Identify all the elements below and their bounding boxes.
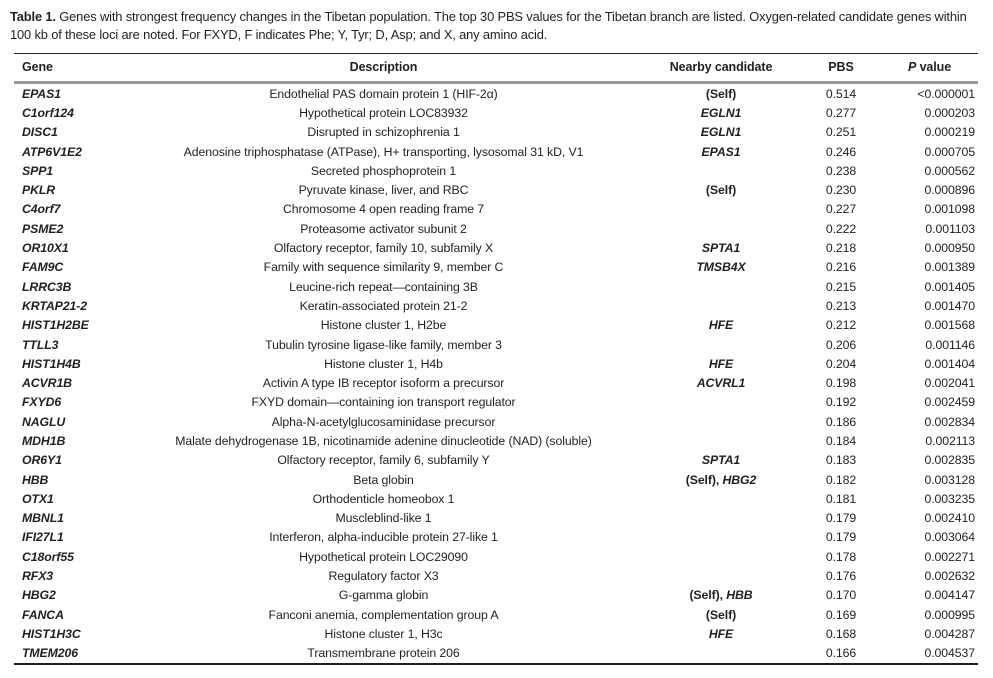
pbs-cell: 0.181 bbox=[825, 491, 857, 506]
gene-cell: HBG2 bbox=[22, 588, 56, 603]
description-cell: Hypothetical protein LOC29090 bbox=[299, 549, 468, 564]
gene-cell: LRRC3B bbox=[22, 279, 72, 294]
candidate-gene: EGLN1 bbox=[700, 105, 742, 120]
candidate-self: (Self) bbox=[705, 86, 737, 101]
table-row bbox=[14, 566, 978, 585]
pbs-cell: 0.206 bbox=[825, 337, 857, 352]
gene-cell: HIST1H2BE bbox=[22, 318, 89, 333]
pvalue-cell: 0.000950 bbox=[924, 241, 975, 256]
candidate-cell bbox=[641, 142, 801, 161]
pbs-cell: 0.230 bbox=[825, 183, 857, 198]
table-row bbox=[14, 258, 978, 277]
candidate-cell bbox=[641, 451, 801, 470]
candidate-cell bbox=[641, 624, 801, 643]
table-row bbox=[14, 161, 978, 180]
table-row bbox=[14, 586, 978, 605]
candidate-cell bbox=[641, 644, 801, 664]
description-cell: Histone cluster 1, H2be bbox=[320, 318, 447, 333]
gene-cell: HBB bbox=[22, 472, 49, 487]
description-cell: Olfactory receptor, family 10, subfamily X bbox=[273, 241, 494, 256]
table-body bbox=[14, 83, 978, 664]
pbs-cell: 0.222 bbox=[825, 221, 857, 236]
candidate-cell bbox=[641, 431, 801, 450]
candidate-cell bbox=[641, 316, 801, 335]
col-header-pbs bbox=[801, 54, 881, 83]
table-caption bbox=[10, 8, 979, 44]
pvalue-cell: 0.001103 bbox=[925, 221, 975, 236]
col-header-p-value bbox=[881, 54, 978, 83]
pvalue-cell: 0.002113 bbox=[925, 433, 975, 448]
pbs-cell: 0.218 bbox=[825, 241, 857, 256]
pbs-cell: 0.166 bbox=[801, 644, 881, 664]
pvalue-cell: 0.003235 bbox=[924, 491, 975, 506]
description-cell: Hypothetical protein LOC83932 bbox=[299, 105, 468, 120]
pbs-cell: 0.204 bbox=[825, 356, 857, 371]
candidate-cell bbox=[641, 238, 801, 257]
pbs-cell: 0.251 bbox=[825, 125, 857, 140]
gene-cell: TTLL3 bbox=[22, 337, 59, 352]
table-row bbox=[14, 277, 978, 296]
gene-cell: MDH1B bbox=[22, 433, 66, 448]
candidate-cell bbox=[641, 354, 801, 373]
candidate-cell bbox=[641, 277, 801, 296]
table-row bbox=[14, 123, 978, 142]
candidate-cell bbox=[641, 586, 801, 605]
table-row bbox=[14, 393, 978, 412]
candidate-cell bbox=[641, 528, 801, 547]
pbs-cell: 0.186 bbox=[825, 414, 857, 429]
pvalue-cell: 0.001098 bbox=[924, 202, 975, 217]
header-segment: Gene bbox=[22, 60, 53, 74]
table-row bbox=[14, 103, 978, 122]
table-row bbox=[14, 644, 978, 664]
gene-cell: FXYD6 bbox=[22, 395, 62, 410]
pvalue-cell: 0.001470 bbox=[924, 298, 975, 313]
header-segment: value bbox=[916, 60, 952, 74]
pvalue-cell: 0.002834 bbox=[924, 414, 975, 429]
description-cell: FXYD domain—containing ion transport regulator bbox=[251, 395, 516, 410]
pvalue-cell: 0.001568 bbox=[924, 318, 975, 333]
gene-cell: RFX3 bbox=[22, 569, 54, 584]
pvalue-cell: 0.000896 bbox=[924, 183, 975, 198]
candidate-cell bbox=[641, 393, 801, 412]
table-row bbox=[14, 373, 978, 392]
pvalue-cell: 0.002410 bbox=[924, 511, 975, 526]
gene-cell: DISC1 bbox=[22, 125, 58, 140]
gene-cell: PSME2 bbox=[22, 221, 64, 236]
description-cell: Secreted phosphoprotein 1 bbox=[310, 163, 457, 178]
candidate-cell bbox=[641, 83, 801, 104]
pbs-cell: 0.170 bbox=[825, 588, 857, 603]
candidate-cell bbox=[641, 412, 801, 431]
candidate-self: (Self) bbox=[705, 607, 737, 622]
gene-cell: KRTAP21-2 bbox=[22, 298, 87, 313]
pbs-cell: 0.168 bbox=[825, 626, 857, 641]
pbs-cell: 0.213 bbox=[825, 298, 857, 313]
header-segment: Description bbox=[349, 60, 418, 74]
description-cell: Histone cluster 1, H4b bbox=[324, 356, 443, 371]
pvalue-cell: 0.001146 bbox=[925, 337, 975, 352]
candidate-cell bbox=[641, 161, 801, 180]
pvalue-cell: 0.000203 bbox=[924, 105, 975, 120]
pvalue-cell: 0.002835 bbox=[924, 453, 975, 468]
col-header-gene bbox=[14, 54, 126, 83]
pbs-cell: 0.227 bbox=[825, 202, 857, 217]
table-row bbox=[14, 489, 978, 508]
candidate-cell bbox=[641, 103, 801, 122]
pvalue-cell: 0.004287 bbox=[924, 626, 975, 641]
candidate-gene: HFE bbox=[708, 318, 734, 333]
gene-cell: IFI27L1 bbox=[22, 530, 64, 545]
genes-table bbox=[14, 53, 978, 665]
candidate-gene: HBB bbox=[726, 588, 753, 603]
candidate-cell bbox=[641, 258, 801, 277]
pvalue-cell: <0.000001 bbox=[917, 86, 975, 101]
description-cell: Proteasome activator subunit 2 bbox=[300, 221, 467, 236]
gene-cell: HIST1H4B bbox=[22, 356, 81, 371]
header-italic-segment: P bbox=[907, 60, 917, 74]
pbs-cell: 0.277 bbox=[825, 105, 857, 120]
gene-cell: FANCA bbox=[22, 607, 64, 622]
gene-cell: HIST1H3C bbox=[22, 626, 81, 641]
header-segment: Nearby candidate bbox=[669, 60, 773, 74]
candidate-cell bbox=[641, 605, 801, 624]
pbs-cell: 0.183 bbox=[825, 453, 857, 468]
description-cell: Family with sequence similarity 9, member C bbox=[263, 260, 504, 275]
table-row bbox=[14, 83, 978, 104]
pbs-cell: 0.192 bbox=[825, 395, 857, 410]
candidate-gene: HFE bbox=[708, 356, 734, 371]
table-row bbox=[14, 238, 978, 257]
description-cell: Olfactory receptor, family 6, subfamily Y bbox=[277, 453, 490, 468]
table-row bbox=[14, 316, 978, 335]
table-row bbox=[14, 528, 978, 547]
table-row bbox=[14, 605, 978, 624]
pbs-cell: 0.179 bbox=[825, 511, 857, 526]
table-row bbox=[14, 219, 978, 238]
pbs-cell: 0.246 bbox=[825, 144, 857, 159]
pbs-cell: 0.198 bbox=[825, 376, 857, 391]
table-row bbox=[14, 180, 978, 199]
pbs-cell: 0.176 bbox=[825, 569, 857, 584]
pvalue-cell: 0.002271 bbox=[924, 549, 975, 564]
description-cell: Chromosome 4 open reading frame 7 bbox=[282, 202, 485, 217]
candidate-gene: SPTA1 bbox=[701, 241, 741, 256]
candidate-cell bbox=[641, 566, 801, 585]
gene-cell: C1orf124 bbox=[22, 105, 74, 120]
gene-cell: C18orf55 bbox=[22, 549, 74, 564]
description-cell: Fanconi anemia, complementation group A bbox=[268, 607, 499, 622]
table-row bbox=[14, 142, 978, 161]
table-header bbox=[14, 54, 978, 83]
table-row bbox=[14, 624, 978, 643]
description-cell: Alpha-N-acetylglucosaminidase precursor bbox=[271, 414, 496, 429]
description-cell: Adenosine triphosphatase (ATPase), H+ transporting, lysosomal 31 kD, V1 bbox=[183, 144, 584, 159]
description-cell: Interferon, alpha-inducible protein 27-like 1 bbox=[269, 530, 498, 545]
candidate-cell bbox=[641, 470, 801, 489]
description-cell: Tubulin tyrosine ligase-like family, member 3 bbox=[265, 337, 502, 352]
description-cell: Histone cluster 1, H3c bbox=[324, 626, 443, 641]
table-row bbox=[14, 451, 978, 470]
description-cell: Disrupted in schizophrenia 1 bbox=[307, 125, 460, 140]
pvalue-cell: 0.000705 bbox=[924, 144, 975, 159]
candidate-cell bbox=[641, 200, 801, 219]
pvalue-cell: 0.000562 bbox=[924, 163, 975, 178]
description-cell: Transmembrane protein 206 bbox=[126, 644, 641, 664]
description-cell: Orthodenticle homeobox 1 bbox=[312, 491, 455, 506]
description-cell: Beta globin bbox=[353, 472, 414, 487]
table-row bbox=[14, 296, 978, 315]
pvalue-cell: 0.003128 bbox=[924, 472, 975, 487]
gene-cell: TMEM206 bbox=[14, 644, 126, 664]
table-row bbox=[14, 412, 978, 431]
table-row bbox=[14, 431, 978, 450]
pbs-cell: 0.178 bbox=[825, 549, 857, 564]
candidate-cell bbox=[641, 180, 801, 199]
table-row bbox=[14, 470, 978, 489]
pbs-cell: 0.212 bbox=[825, 318, 857, 333]
gene-cell: PKLR bbox=[22, 183, 56, 198]
description-cell: Endothelial PAS domain protein 1 (HIF-2α) bbox=[269, 86, 498, 101]
candidate-gene: HBG2 bbox=[722, 472, 757, 487]
description-cell: Muscleblind-like 1 bbox=[335, 511, 432, 526]
gene-cell: OTX1 bbox=[22, 491, 54, 506]
candidate-cell bbox=[641, 123, 801, 142]
table-row bbox=[14, 354, 978, 373]
gene-cell: ACVR1B bbox=[22, 376, 72, 391]
pvalue-cell: 0.001405 bbox=[924, 279, 975, 294]
gene-cell: SPP1 bbox=[22, 163, 54, 178]
gene-cell: ATP6V1E2 bbox=[22, 144, 82, 159]
description-cell: Regulatory factor X3 bbox=[328, 569, 439, 584]
description-cell: Leucine-rich repeat—containing 3B bbox=[289, 279, 478, 294]
pbs-cell: 0.216 bbox=[825, 260, 857, 275]
header-segment: PBS bbox=[828, 60, 854, 74]
pvalue-cell: 0.004537 bbox=[881, 644, 978, 664]
candidate-gene: ACVRL1 bbox=[696, 376, 746, 391]
pbs-cell: 0.169 bbox=[825, 607, 857, 622]
description-cell: Malate dehydrogenase 1B, nicotinamide adenine dinucleotide (NAD) (soluble) bbox=[175, 433, 592, 448]
pvalue-cell: 0.002041 bbox=[924, 376, 975, 391]
description-cell: Keratin-associated protein 21-2 bbox=[299, 298, 468, 313]
pbs-cell: 0.238 bbox=[825, 163, 857, 178]
table-row bbox=[14, 509, 978, 528]
candidate-gene: HFE bbox=[708, 626, 734, 641]
header-row bbox=[14, 54, 978, 83]
candidate-self: (Self), bbox=[689, 588, 727, 603]
pvalue-cell: 0.000219 bbox=[924, 125, 975, 140]
description-cell: G-gamma globin bbox=[338, 588, 429, 603]
pbs-cell: 0.184 bbox=[825, 433, 857, 448]
col-header-nearby-candidate bbox=[641, 54, 801, 83]
gene-cell: OR10X1 bbox=[22, 241, 69, 256]
pvalue-cell: 0.004147 bbox=[924, 588, 975, 603]
pvalue-cell: 0.003064 bbox=[924, 530, 975, 545]
candidate-gene: EGLN1 bbox=[700, 125, 742, 140]
pvalue-cell: 0.001389 bbox=[924, 260, 975, 275]
description-cell: Pyruvate kinase, liver, and RBC bbox=[298, 183, 469, 198]
description-cell: Activin A type IB receptor isoform a precursor bbox=[262, 376, 505, 391]
pbs-cell: 0.514 bbox=[825, 86, 857, 101]
pvalue-cell: 0.002632 bbox=[924, 569, 975, 584]
candidate-self: (Self) bbox=[705, 183, 737, 198]
candidate-self: (Self), bbox=[685, 472, 723, 487]
candidate-cell bbox=[641, 489, 801, 508]
candidate-cell bbox=[641, 373, 801, 392]
gene-cell: EPAS1 bbox=[22, 86, 61, 101]
candidate-cell bbox=[641, 335, 801, 354]
pvalue-cell: 0.001404 bbox=[924, 356, 975, 371]
table-row bbox=[14, 200, 978, 219]
col-header-description bbox=[126, 54, 641, 83]
pvalue-cell: 0.000995 bbox=[924, 607, 975, 622]
caption-label: Table 1. bbox=[10, 9, 56, 24]
candidate-cell bbox=[641, 547, 801, 566]
gene-cell: OR6Y1 bbox=[22, 453, 62, 468]
candidate-cell bbox=[641, 509, 801, 528]
caption-text: Genes with strongest frequency changes in the Tibetan population. The top 30 PBS values for the Tibetan branch are listed. Oxygen-related candidate genes within 100 kb of these loci are noted. For FXYD, F indicates Phe; Y, Tyr; D, Asp; and X, any amino acid. bbox=[10, 9, 967, 42]
gene-cell: C4orf7 bbox=[22, 202, 61, 217]
candidate-gene: TMSB4X bbox=[696, 260, 746, 275]
candidate-cell bbox=[641, 219, 801, 238]
candidate-cell bbox=[641, 296, 801, 315]
pbs-cell: 0.215 bbox=[825, 279, 857, 294]
pvalue-cell: 0.002459 bbox=[924, 395, 975, 410]
gene-cell: NAGLU bbox=[22, 414, 66, 429]
candidate-gene: EPAS1 bbox=[701, 144, 741, 159]
gene-cell: MBNL1 bbox=[22, 511, 64, 526]
table-row bbox=[14, 547, 978, 566]
pbs-cell: 0.179 bbox=[825, 530, 857, 545]
candidate-gene: SPTA1 bbox=[701, 453, 741, 468]
table-row bbox=[14, 335, 978, 354]
pbs-cell: 0.182 bbox=[825, 472, 857, 487]
gene-cell: FAM9C bbox=[22, 260, 64, 275]
